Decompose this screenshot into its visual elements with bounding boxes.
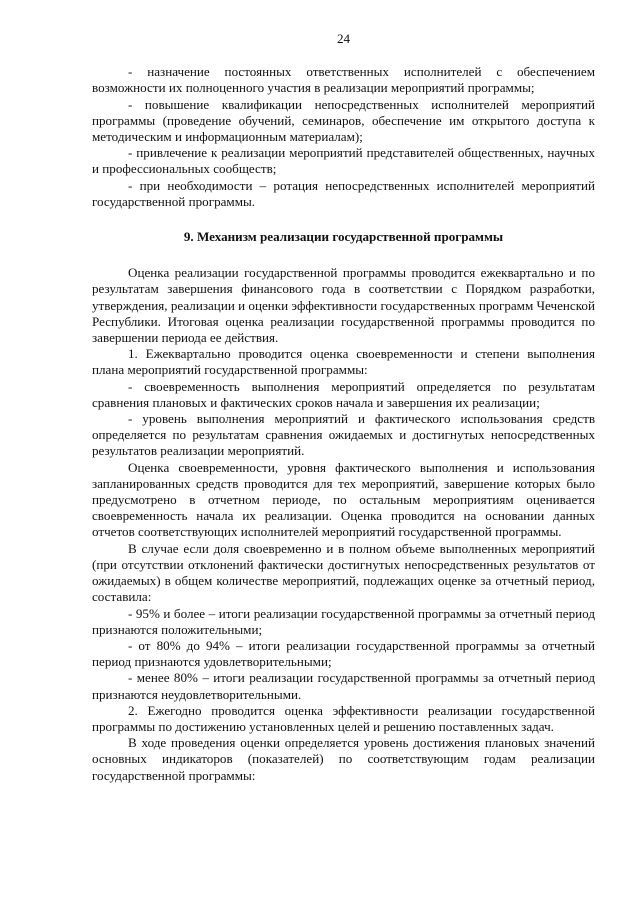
list-item-satisfactory: - от 80% до 94% – итоги реализации государственной программы за отчетный период признаются удовлетворительными; — [92, 637, 595, 670]
list-item-positive: - 95% и более – итоги реализации государственной программы за отчетный период признаются положительными; — [92, 605, 595, 637]
list-item-assign-executors: - назначение постоянных ответственных исполнителей с обеспечением возможности их полноценного участия в реализации мероприятий программы; — [92, 64, 595, 96]
paragraph-annual-assessment: 2. Ежегодно проводится оценка эффективности реализации государственной программы по достижению установленных целей и решению поставленных задач. — [92, 702, 595, 734]
list-item-timeliness: - своевременность выполнения мероприятий определяется по результатам сравнения плановых и фактических сроков начала и завершения их реализации; — [92, 378, 595, 410]
page-number: 24 — [336, 31, 351, 46]
section-heading: 9. Механизм реализации государственной программы — [183, 229, 504, 245]
list-item-rotation: - при необходимости – ротация непосредственных исполнителей мероприятий государственной программы. — [92, 177, 595, 209]
paragraph-share-condition: В случае если доля своевременно и в полном объеме выполненных мероприятий (при отсутствии отклонений фактически достигнутых непосредственных результатов от ожидаемых) в общем количестве мероприятий, подлежащих оценке за отчетный период, составила: — [92, 540, 595, 605]
paragraph-assessment-scope: Оценка своевременности, уровня фактического выполнения и использования запланированных средств проводится для тех мероприятий, завершение которых было предусмотрено в отчетном периоде, по остальным мероприятиям оценивается своевременность начала их реализации. Оценка проводится на основании данных отчетов соответствующих исполнителей мероприятий государственной программы. — [92, 459, 595, 540]
list-item-community-involvement: - привлечение к реализации мероприятий представителей общественных, научных и профессиональных сообществ; — [92, 145, 595, 177]
list-item-qualification: - повышение квалификации непосредственных исполнителей мероприятий программы (проведение обучений, семинаров, обеспечение им открытого доступа к методическим и информационным материалам); — [92, 96, 595, 145]
paragraph-indicator-assessment: В ходе проведения оценки определяется уровень достижения плановых значений основных индикаторов (показателей) по соответствующим годам реализации государственной программы: — [92, 735, 595, 783]
list-item-execution-level: - уровень выполнения мероприятий и фактического использования средств определяется по результатам сравнения ожидаемых и достигнутых непосредственных результатов реализации мероприятий. — [92, 411, 595, 459]
paragraph-quarterly-assessment: 1. Ежеквартально проводится оценка своевременности и степени выполнения плана мероприятий государственной программы: — [92, 346, 595, 378]
paragraph-assessment-overview: Оценка реализации государственной программы проводится ежеквартально и по результатам завершения финансового года в соответствии с Порядком разработки, утверждения, реализации и оценки эффективности государственных программ Чеченской Республики. Итоговая оценка реализации государственной программы проводится по завершении периода ее действия. — [92, 265, 595, 346]
list-item-unsatisfactory: - менее 80% – итоги реализации государственной программы за отчетный период признаются неудовлетворительными. — [92, 670, 595, 702]
document-page — [92, 31, 595, 784]
